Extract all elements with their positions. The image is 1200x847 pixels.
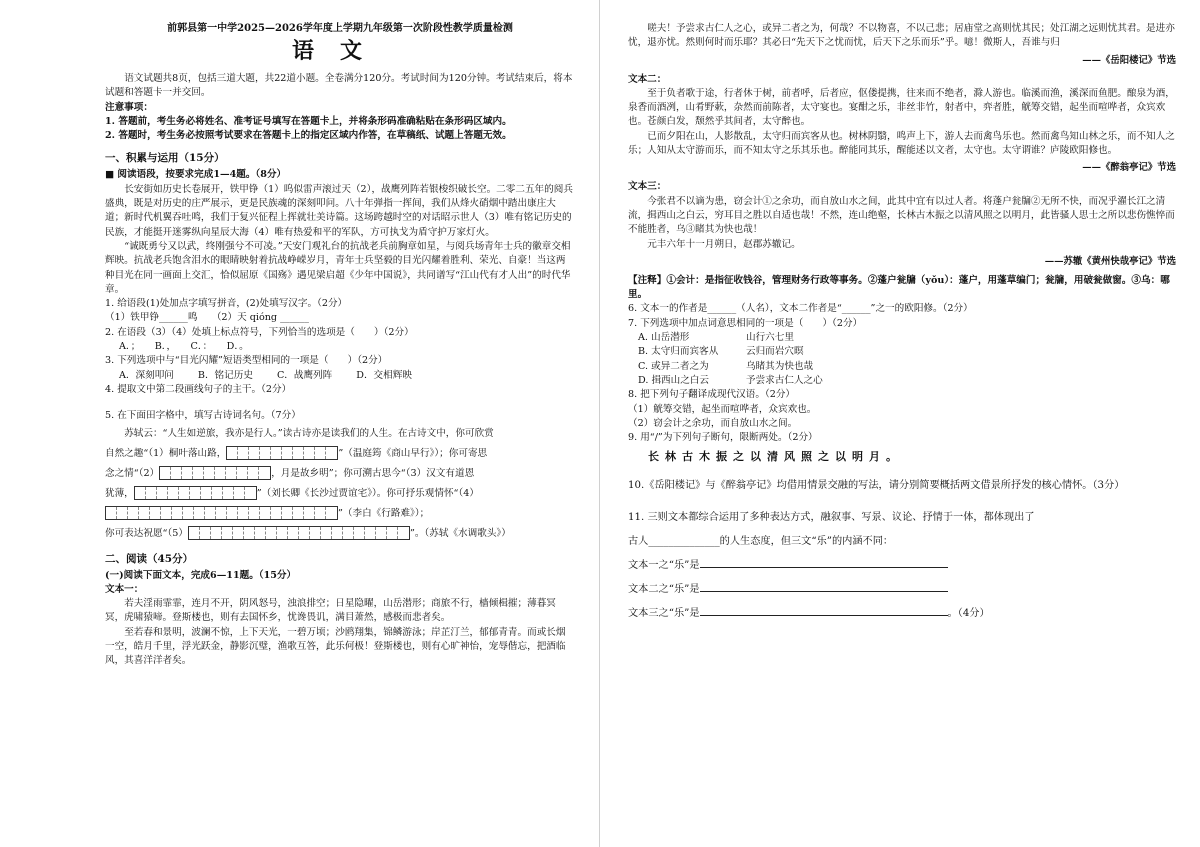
q11-text2-label: 文本二之“乐”是 [628,584,700,596]
part2-title: 二、阅读（45分） [105,552,194,565]
text3-para-2: 元丰六年十一月朔日，赵郡苏辙记。 [647,238,801,250]
question-9-sentence: 长林古木振之以清风照之以明月。 [648,450,903,464]
question-3-options [105,369,575,383]
reading-para-2: “诚既勇兮又以武，终刚强兮不可凌。”天安门观礼台的抗战老兵前胸章如星，与阅兵场青年士兵的徽章交相辉映。抗战老兵饱含泪水的眼睛映射着抗战峥嵘岁月，青年士兵坚毅的目光闪耀着胜利、荣光、自豪！当这两种目光在同一画面上交汇，恰似屈原《国殇》遇见梁启超《少年中国说》，共同谱写“江山代有才人出”的时代华章。 [105,240,571,295]
text3-label: 文本三： [628,181,667,193]
notice-2: 2. 答题时，考生务必按照考试要求在答题卡上的指定区域内作答，在草稿纸、试题上答题无效。 [105,130,512,142]
q7-d-left: D. 揖西山之白云 [638,374,710,386]
q5-line-4 [105,484,575,504]
q5-line-6-a: 你可表达祝愿“（5） [105,527,188,539]
q5-line-4-a: 犹薄， [105,487,134,499]
notice-1: 1. 答题前，考生务必将姓名、准考证号填写在答题卡上，并将条形码准确粘贴在条形码区域内。 [105,115,512,127]
q5-line-2-b: ”（温庭筠《商山早行》）；你可寄思 [338,447,488,459]
text1-para-1: 若夫淫雨霏霏，连月不开，阴风怒号，浊浪排空；日星隐曜，山岳潜形；商旅不行，樯倾楫摧；薄暮冥冥，虎啸猿啼。登斯楼也，则有去国怀乡，忧谗畏讥，满目萧然，感极而悲者矣。 [105,598,556,624]
q7-b-left: B. 太守归而宾客从 [638,346,719,358]
q11-text1-blank[interactable] [700,557,948,568]
question-11-b: 古人______________的人生态度，但三文“乐”的内涵不同： [628,536,894,548]
question-1-options: （1）铁甲铮______鸣 （2）天 qióng ______ [105,312,309,324]
q7-option-d [628,374,1176,388]
text1-source: ——《岳阳楼记》节选 [1082,54,1176,66]
question-8: 8. 把下列句子翻译成现代汉语。（2分） [628,389,796,401]
q5-line-5 [105,504,575,524]
text1-para-3: 嗟夫！予尝求古仁人之心，或异二者之为，何哉？不以物喜，不以己悲；居庙堂之高则忧其民；处江湖之远则忧其君。是进亦忧，退亦忧。然则何时而乐耶？其必曰“先天下之忧而忧，后天下之乐而乐”乎。噫！微斯人，吾谁与归 [628,23,1175,49]
q11-score: 。（4分） [947,608,990,620]
poem-grid-3[interactable] [134,486,257,500]
q11-text1-label: 文本一之“乐”是 [628,560,700,572]
q10-answer-space [628,498,1176,506]
q11-text2-blank[interactable] [700,581,948,592]
q7-b-right: 云归而岩穴暝 [746,346,804,358]
right-page [600,0,1200,847]
q5-line-3-a: 念之情“（2） [105,467,160,479]
q3-option-a: A．深刻叩问 [119,369,174,381]
question-1: 1. 给语段(1)处加点字填写拼音，(2)处填写汉字。（2分） [105,298,348,310]
question-3: 3. 下列选项中与“目光闪耀”短语类型相同的一项是（ ）（2分） [105,355,388,367]
text2-source: ——《醉翁亭记》节选 [1082,162,1176,174]
q5-line-6-b: ”。（苏轼《水调歌头》） [409,527,511,539]
exam-title: 前郭县第一中学2025—2026学年度上学期九年级第一次阶段性教学质量检测 [167,23,513,34]
part1-title: 一、积累与运用（15分） [105,152,225,165]
q7-c-right: 乌睹其为快也哉 [746,360,814,372]
question-8-2: （2）窃会计之余功，而自放山水之间。 [628,417,798,429]
q11-text3-blank[interactable] [700,605,948,616]
q11-text3-row [628,602,1176,626]
text3-para-1: 今张君不以谪为患，窃会计①之余功，而自放山水之间，此其中宜有以过人者。将蓬户瓮牖②无所不快，而况乎濯长江之清流，揖西山之白云，穷耳目之胜以自适也哉！不然，连山绝壑，长林古木振之以清风照之以明月，此皆骚人思士之所以悲伤憔悴而不能胜者，乌③睹其为快也哉！ [628,195,1175,236]
question-8-1: （1）觥筹交错，起坐而喧哗者，众宾欢也。 [628,403,817,415]
poem-grid-1[interactable] [226,446,338,460]
q3-option-c: C．战鹰列阵 [276,369,333,381]
text2-para-2: 已而夕阳在山，人影散乱，太守归而宾客从也。树林阴翳，鸣声上下，游人去而禽鸟乐也。然而禽鸟知山林之乐，而不知人之乐；人知从太守游而乐，而不知太守之乐其乐也。醉能同其乐，醒能述以文者，太守也。太守谓谁？庐陵欧阳修也。 [628,130,1175,157]
text1-para-2: 至若春和景明，波澜不惊，上下天光，一碧万顷；沙鸥翔集，锦鳞游泳；岸芷汀兰，郁郁青青。而或长烟一空，皓月千里，浮光跃金，静影沉璧，渔歌互答，此乐何极！登斯楼也，则有心旷神怡，宠辱偕忘，把酒临风，其喜洋洋者矣。 [105,626,566,667]
q7-a-left: A. 山岳潜形 [638,332,690,344]
q5-line-5-b: ”（李白《行路难》）； [338,507,430,519]
q7-option-b [628,345,1176,359]
subject-title: 语文 [291,38,388,64]
question-10: 10.《岳阳楼记》与《醉翁亭记》均借用情景交融的写法，请分别简要概括两文借景所抒发的核心情怀。（3分） [628,480,1125,492]
question-5: 5. 在下面田字格中，填写古诗词名句。（7分） [105,410,301,422]
q5-line-2 [105,444,575,464]
reading-para-1: 长安街如历史长卷展开，铁甲铮（1）呜似雷声滚过天（2），战鹰列阵若银梭织破长空。二零二五年的阅兵盛典，既是对历史的庄严展示，更是民族魂的深刻叩问。八十年弹指一挥间，我们从烽火硝烟中踏出康庄大道；新时代机翼吞吐鸣，我们于复兴征程上挥就壮美诗篇。这场跨越时空的对话昭示世人（3）唯有铭记历史的民族，才能挺开迷雾纵向星辰大海（4）唯有热爱和平的军队，方可执戈为盾守护万家灯火。 [105,183,573,238]
poem-grid-2[interactable] [159,466,271,480]
q3-option-d: D．交相辉映 [356,369,412,381]
part2-sub-1: (一)阅读下面文本，完成6—11题。（15分） [105,569,297,581]
q7-c-left: C. 或异二者之为 [638,360,709,372]
q5-line-6 [105,524,575,544]
q4-answer-space [105,397,575,409]
q11-text1-row [628,554,1176,578]
right-column [628,22,1176,626]
intro-text: 语文试题共8页，包括三道大题，共22道小题。全卷满分120分。考试时间为120分钟。考试结束后，将本试题和答题卡一并交回。 [105,73,573,99]
q5-line-1: 苏轼云：“人生如逆旅，我亦是行人。”读古诗亦是读我们的人生。在古诗文中，你可欣赏 [124,427,494,439]
q5-line-3 [105,464,575,484]
text3-source: ——苏辙《黄州快哉亭记》节选 [1044,255,1176,267]
reading-title: ■ 阅读语段，按要求完成1—4题。（8分） [105,169,287,181]
question-2-options: A．； B．， C．： D．。 [119,341,249,353]
left-column [105,22,575,669]
q5-line-4-b: ”（刘长卿《长沙过贾谊宅》）。你可抒乐观情怀“（4） [256,487,479,499]
text2-label: 文本二： [628,73,667,85]
question-2: 2. 在语段（3）（4）处填上标点符号，下列恰当的选项是（ ）（2分） [105,326,414,338]
q5-line-3-b: ，月是故乡明”；你可溯古思今“（3）汉文有道恩 [271,467,475,479]
q7-option-c [628,360,1176,374]
q7-a-right: 山行六七里 [746,332,794,344]
q11-text3-label: 文本三之“乐”是 [628,608,700,620]
question-6: 6. 文本一的作者是______（人名），文本二作者是“______”之一的欧阳修。（2分） [628,303,973,315]
text1-label: 文本一： [105,583,144,595]
poem-grid-4[interactable] [105,506,338,520]
poem-grid-5[interactable] [188,526,410,540]
question-9: 9. 用“/”为下列句子断句，限断两处。（2分） [628,432,818,444]
question-7: 7. 下列选项中加点词意思相同的一项是（ ）（2分） [628,317,863,329]
q7-option-a [628,331,1176,345]
question-11: 11. 三则文本都综合运用了多种表达方式，融叙事、写景、议论、抒情于一体，都体现出了 [628,512,1035,524]
q5-line-2-a: 自然之趣“（1）桐叶落山路， [105,447,227,459]
notice-title: 注意事项： [105,101,153,113]
q7-d-right: 予尝求古仁人之心 [746,374,823,386]
text2-para-1: 至于负者歌于途，行者休于树，前者呼，后者应，伛偻提携，往来而不绝者，滁人游也。临溪而渔，溪深而鱼肥。酿泉为酒，泉香而酒冽，山肴野蔌，杂然而前陈者，太守宴也。宴酣之乐，非丝非竹，射者中，弈者胜，觥筹交错，起坐而喧哗者，众宾欢也。苍颜白发，颓然乎其间者，太守醉也。 [628,87,1175,128]
q11-text2-row [628,578,1176,602]
q3-option-b: B．铭记历史 [197,369,253,381]
question-4: 4. 提取文中第二段画线句子的主干。（2分） [105,383,292,395]
annotation-note: 【注释】①会计：是指征收钱谷，管理财务行政等事务。②蓬户瓮牖（yǒu）：蓬户，用蓬草编门；瓮牖，用破瓮做窗。③乌：哪里。 [628,274,1170,301]
